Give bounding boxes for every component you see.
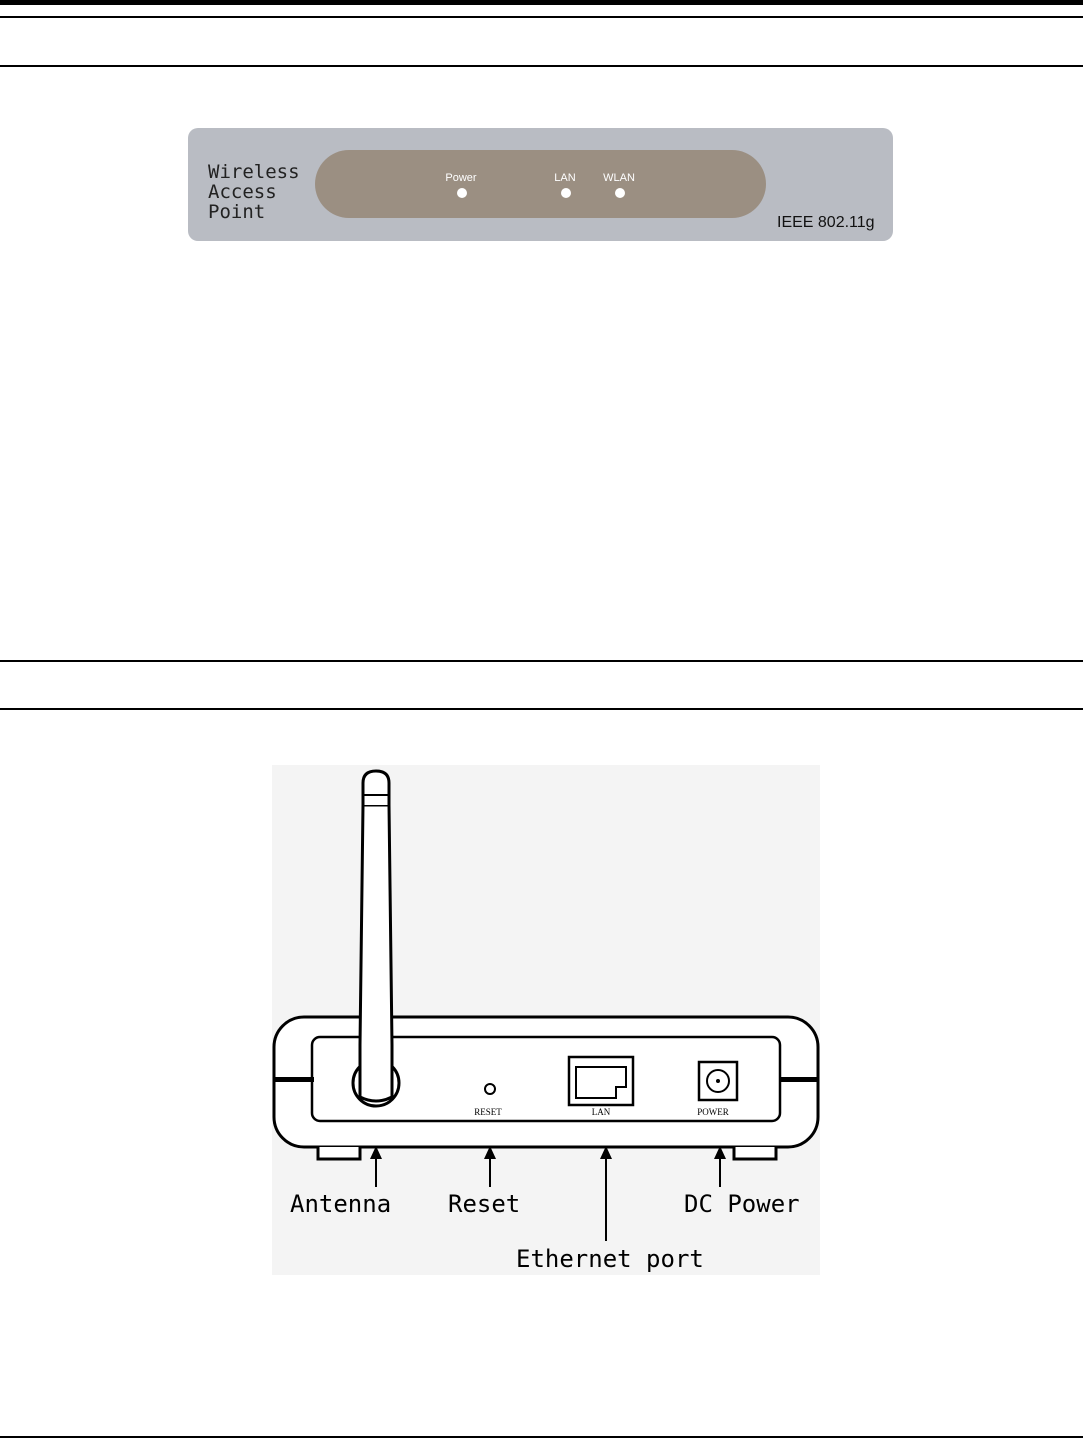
antenna-tip (363, 771, 389, 805)
left-foot (318, 1147, 360, 1159)
front-panel-figure (188, 128, 893, 241)
brand-line-1: Wireless (208, 161, 300, 183)
power-port-label: POWER (697, 1107, 729, 1117)
reset-hole (485, 1084, 495, 1094)
rear-panel-figure (272, 765, 820, 1275)
reset-callout: Reset (448, 1190, 521, 1218)
reset-port-label: RESET (474, 1107, 502, 1117)
brand-line-3: Point (208, 201, 266, 223)
wlan-led-label: WLAN (603, 172, 635, 184)
top-rule (0, 16, 1083, 18)
led-window (315, 150, 766, 218)
ethernet-callout: Ethernet port (516, 1245, 704, 1273)
right-seam (780, 1077, 818, 1082)
brand-line-2: Access (208, 181, 277, 203)
dc-power-callout: DC Power (684, 1190, 800, 1218)
standard-label: IEEE 802.11g (777, 214, 875, 231)
top-thick-rule (0, 0, 1083, 5)
lan-led (561, 188, 571, 198)
power-led (457, 188, 467, 198)
right-foot (734, 1147, 776, 1159)
left-seam (274, 1077, 314, 1082)
section2-header-rule (0, 708, 1083, 710)
power-led-label: Power (445, 172, 477, 184)
power-jack-pin (716, 1079, 720, 1083)
section2-top-rule (0, 660, 1083, 662)
antenna-icon (360, 805, 392, 1101)
wlan-led (615, 188, 625, 198)
antenna-callout: Antenna (290, 1190, 392, 1218)
lan-led-label: LAN (554, 172, 576, 184)
lan-port-label: LAN (591, 1107, 611, 1117)
bottom-rule (0, 1436, 1083, 1438)
section1-header-rule (0, 65, 1083, 67)
